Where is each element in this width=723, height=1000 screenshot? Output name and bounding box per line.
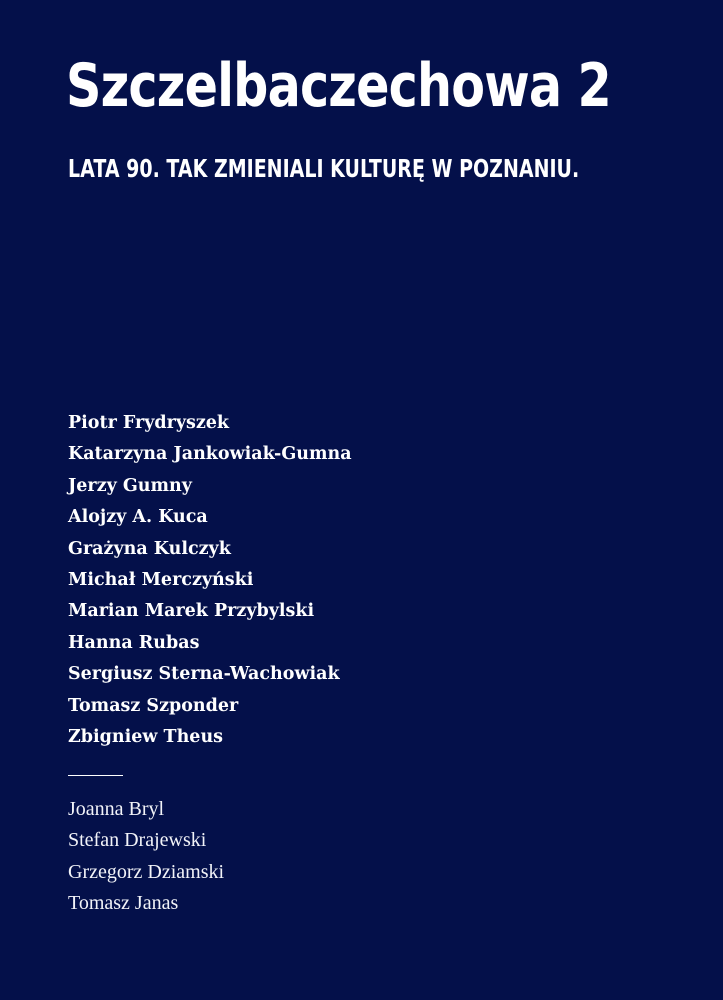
- contributor-name: Grzegorz Dziamski: [68, 860, 225, 883]
- contributor-list: [68, 794, 224, 920]
- author-name: Grażyna Kulczyk: [68, 538, 231, 559]
- contributor-name: Joanna Bryl: [68, 798, 165, 820]
- author-name: Zbigniew Theus: [68, 727, 224, 748]
- author-name: Tomasz Szponder: [68, 695, 239, 716]
- author-name: Sergiusz Sterna-Wachowiak: [68, 664, 340, 685]
- author-name: Jerzy Gumny: [68, 475, 192, 496]
- contributor-name: Tomasz Janas: [68, 892, 179, 915]
- author-name: Michał Merczyński: [68, 570, 254, 591]
- author-list: [68, 408, 352, 753]
- author-name: Hanna Rubas: [68, 632, 200, 653]
- author-name: Alojzy A. Kuca: [68, 507, 208, 528]
- author-name: Marian Marek Przybylski: [68, 601, 315, 622]
- book-subtitle: LATA 90. TAK ZMIENIALI KULTURĘ W POZNANIU.: [68, 154, 580, 183]
- book-title: Szczelbaczechowa 2: [66, 51, 611, 121]
- section-divider: [68, 775, 123, 776]
- contributor-name: Stefan Drajewski: [68, 829, 207, 852]
- author-name: Piotr Frydryszek: [68, 413, 230, 433]
- author-name: Katarzyna Jankowiak-Gumna: [68, 444, 352, 465]
